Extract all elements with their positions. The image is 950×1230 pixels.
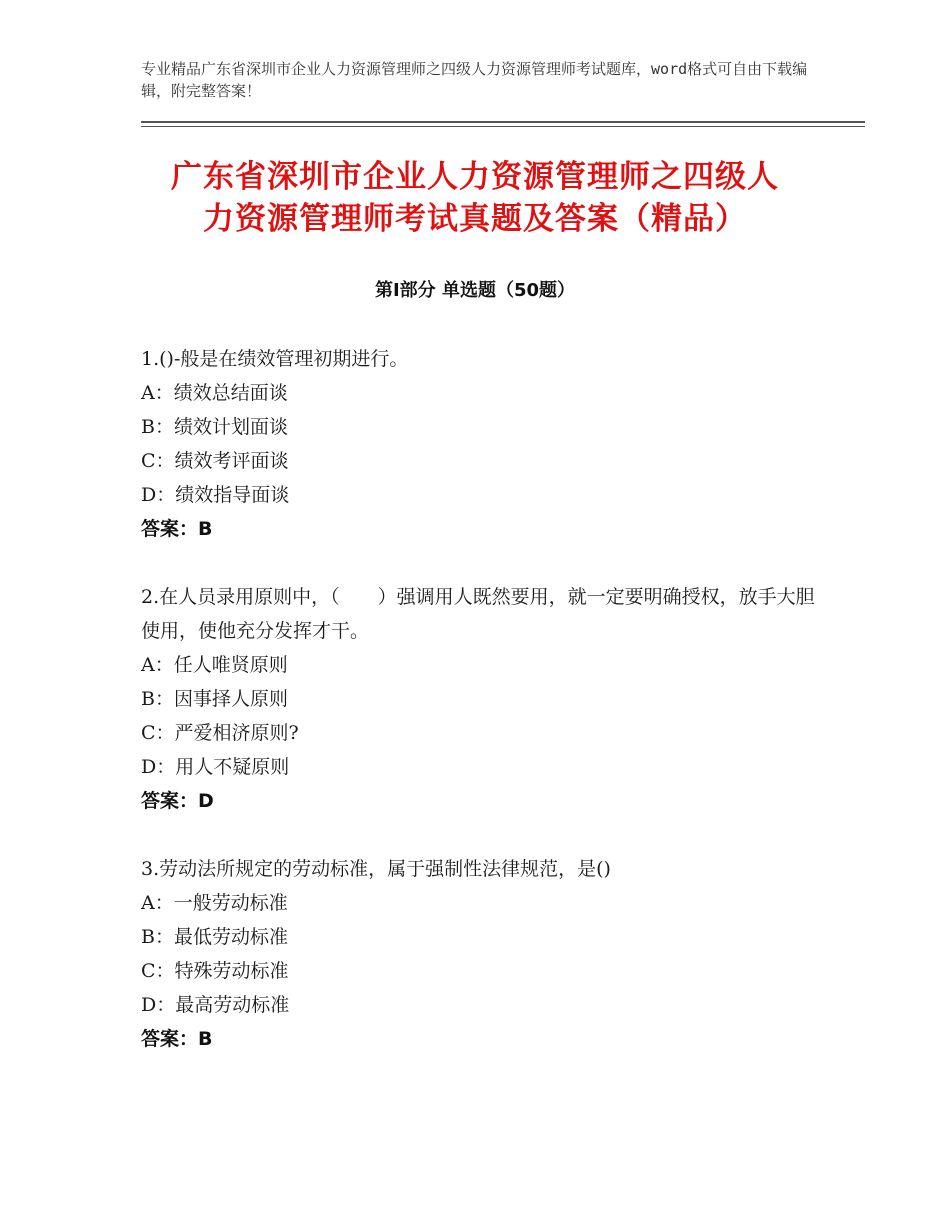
title-line-1: 广东省深圳市企业人力资源管理师之四级人 — [171, 159, 779, 195]
header-rule-thick — [141, 121, 865, 123]
option-d: D：绩效指导面谈 — [141, 484, 290, 506]
header-rule-thin — [141, 126, 865, 127]
option-a: A：任人唯贤原则 — [141, 654, 288, 676]
option-d: D：用人不疑原则 — [141, 756, 290, 778]
option-c: C：绩效考评面谈 — [141, 450, 289, 472]
section-title: 第Ⅰ部分 单选题（50题） — [374, 280, 575, 301]
option-b: B：因事择人原则 — [141, 688, 288, 710]
title-line-2: 力资源管理师考试真题及答案（精品） — [203, 201, 747, 237]
header-note: 专业精品广东省深圳市企业人力资源管理师之四级人力资源管理师考试题库，word格式可自由下载编辑，附完整答案！ — [141, 60, 808, 100]
answer: 答案：D — [141, 790, 214, 812]
option-c: C：严爱相济原则? — [141, 722, 299, 744]
option-c: C：特殊劳动标准 — [141, 960, 289, 982]
question-1 — [141, 342, 821, 546]
question-stem: 2.在人员录用原则中，（ ）强调用人既然要用，就一定要明确授权，放手大胆使用，使他充分发挥才干。 — [141, 586, 815, 642]
document-title — [100, 156, 850, 240]
question-stem: 1.()-般是在绩效管理初期进行。 — [141, 348, 409, 370]
answer: 答案：B — [141, 1028, 213, 1050]
question-stem: 3.劳动法所规定的劳动标准，属于强制性法律规范，是() — [141, 858, 611, 880]
option-b: B：绩效计划面谈 — [141, 416, 288, 438]
question-2 — [141, 580, 821, 818]
option-a: A：绩效总结面谈 — [141, 382, 288, 404]
option-b: B：最低劳动标准 — [141, 926, 288, 948]
option-a: A：一般劳动标准 — [141, 892, 288, 914]
option-d: D：最高劳动标准 — [141, 994, 290, 1016]
question-list — [141, 342, 821, 1090]
answer: 答案：B — [141, 518, 213, 540]
question-3 — [141, 852, 821, 1056]
